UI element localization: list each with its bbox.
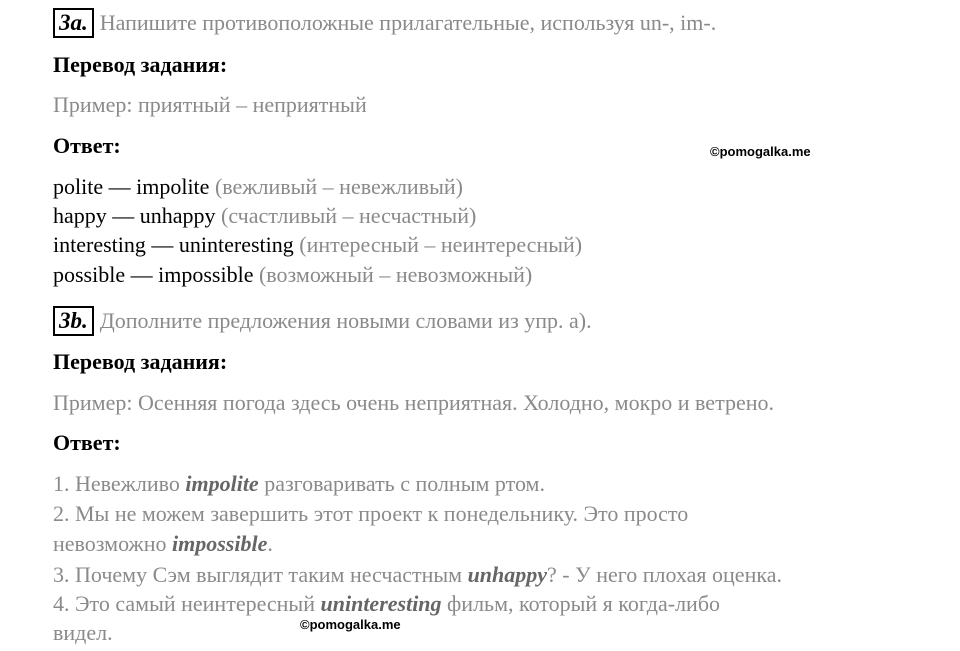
task-3a-line: [53, 8, 716, 38]
sentence-4-line-2: видел.: [53, 620, 113, 645]
sentence-text: фильм, который я когда-либо: [441, 591, 721, 616]
sentence-2-line-1: 2. Мы не можем завершить этот проект к понедельнику. Это просто: [53, 501, 689, 526]
pair-row: [53, 231, 582, 259]
pair-row: [53, 261, 532, 289]
pair-row: [53, 173, 463, 201]
pair-word: polite —: [53, 174, 137, 199]
sentence-text: 3. Почему Сэм выглядит таким несчастным: [53, 562, 468, 587]
sentence-4-line-1: [53, 590, 720, 618]
example-3a: Пример: приятный – неприятный: [53, 92, 367, 117]
sentence-text: ? - У него плохая оценка.: [547, 562, 782, 587]
task-3a-label: 3a.: [53, 8, 94, 38]
pair-word: interesting —: [53, 232, 179, 257]
answer-word-unhappy: unhappy: [467, 562, 548, 587]
pair-translation: (интересный – неинтересный): [299, 232, 583, 257]
sentence-text: 4. Это самый неинтересный: [53, 591, 321, 616]
task-3b-label: 3b.: [53, 306, 94, 336]
pair-opposite: unhappy: [139, 203, 216, 228]
pair-word: possible —: [53, 262, 159, 287]
example-3b: Пример: Осенняя погода здесь очень неприятная. Холодно, мокро и ветрено.: [53, 390, 774, 415]
watermark-bottom: ©pomogalka.me: [300, 617, 401, 632]
answer-heading-3b: Ответ:: [53, 430, 121, 455]
sentence-text: разговаривать с полным ртом.: [258, 471, 545, 496]
answer-heading-3a: Ответ:: [53, 133, 121, 158]
task-3a-instruction: Напишите противоположные прилагательные, используя un-, im-.: [99, 10, 717, 35]
pair-row: [53, 202, 476, 230]
pair-translation: (счастливый – несчастный): [221, 203, 477, 228]
pair-opposite: impolite: [136, 174, 210, 199]
answer-word-impolite: impolite: [185, 471, 259, 496]
sentence-1: [53, 470, 545, 498]
sentence-3: [53, 561, 782, 589]
translation-heading-3b: Перевод задания:: [53, 349, 228, 374]
answer-word-uninteresting: uninteresting: [320, 591, 442, 616]
pair-translation: (возможный – невозможный): [258, 262, 533, 287]
answer-word-impossible: impossible: [172, 531, 268, 556]
task-3b-instruction: Дополните предложения новыми словами из упр. а).: [99, 308, 592, 333]
sentence-text: невозможно: [53, 531, 173, 556]
task-3b-line: [53, 306, 592, 336]
pair-word: happy —: [53, 203, 140, 228]
watermark-top: ©pomogalka.me: [710, 144, 811, 159]
sentence-2-line-2: [53, 530, 273, 558]
pair-opposite: impossible: [158, 262, 254, 287]
pair-translation: (вежливый – невежливый): [214, 174, 463, 199]
translation-heading-3a: Перевод задания:: [53, 52, 228, 77]
sentence-text: .: [267, 531, 273, 556]
pair-opposite: uninteresting: [178, 232, 294, 257]
sentence-text: 1. Невежливо: [53, 471, 186, 496]
